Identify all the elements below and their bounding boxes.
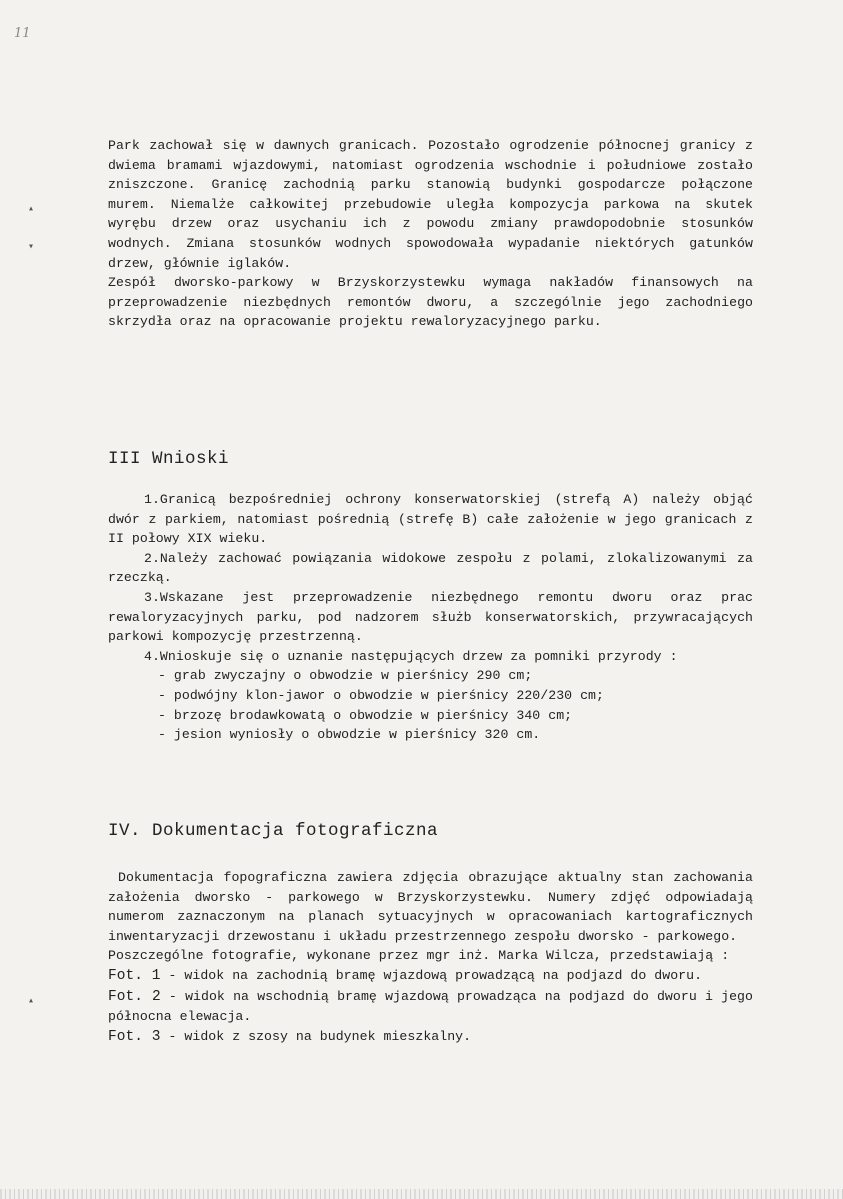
intro-paragraph-1: Park zachował się w dawnych granicach. Pozostało ogrodzenie północnej granicy z dwiema bramami wjazdowymi, natomiast ogrodzenia wschodnie i południowe zostało zniszczone. Granicę zachodnią parku stanowią budynki gospodarcze połączone murem. Niemalże całkowitej przebudowie uległa kompozycja parkowa na skutek wyrębu drzew oraz usychaniu ich z powodu zmiany prawdopodobnie stosunków wodnych. Zmiana stosunków wodnych spowodowała wypadanie niektórych gatunków drzew, głównie iglaków. <box>108 138 753 271</box>
photo-entry-3 <box>108 1027 753 1048</box>
intro-section <box>108 136 753 332</box>
scan-edge-noise <box>0 1189 843 1199</box>
tree-list-item: - brzozę brodawkowatą o obwodzie w pierśnicy 340 cm; <box>158 707 573 723</box>
photo-caption: - widok z szosy na budynek mieszkalny. <box>160 1028 472 1044</box>
section-4-body <box>108 868 753 1047</box>
margin-tick: ▴ <box>28 204 35 215</box>
conclusion-item-3: 3.Wskazane jest przeprowadzenie niezbędnego remontu dworu oraz prac rewaloryzacyjnych parku, pod nadzorem służb konserwatorskich, przywracających parkowi kompozycję przestrzenną. <box>108 589 753 645</box>
margin-tick: ▾ <box>28 242 35 253</box>
photo-doc-lead: Poszczególne fotografie, wykonane przez mgr inż. Marka Wilcza, przedstawiają : <box>108 948 730 964</box>
conclusion-item-2: 2.Należy zachować powiązania widokowe zespołu z polami, zlokalizowanymi za rzeczką. <box>108 550 753 586</box>
photo-entry-2 <box>108 987 753 1027</box>
margin-tick: ▴ <box>28 996 35 1007</box>
tree-list-item: - jesion wyniosły o obwodzie w pierśnicy 320 cm. <box>158 727 541 743</box>
conclusion-item-4: 4.Wnioskuje się o uznanie następujących drzew za pomniki przyrody : <box>144 648 678 664</box>
photo-doc-intro: Dokumentacja fopograficzna zawiera zdjęcia obrazujące aktualny stan zachowania założenia dworsko - parkowego w Brzyskorzystewku. Numery zdjęć odpowiadają numerom zaznaczonym na planach sytuacyjnych w opracowaniach kartograficznych inwentaryzacji drzewostanu i układu przestrzennego zespołu dworsko - parkowego. <box>108 870 753 944</box>
section-3-heading: III Wnioski <box>108 449 230 469</box>
tree-list-item: - podwójny klon-jawor o obwodzie w pierśnicy 220/230 cm; <box>158 687 604 703</box>
conclusion-item-1: 1.Granicą bezpośredniej ochrony konserwatorskiej (strefą A) należy objąć dwór z parkiem, natomiast pośrednią (strefę B) całe założenie w jego granicach z II połowy XIX wieku. <box>108 492 753 547</box>
photo-label: Fot. 1 <box>108 967 161 984</box>
photo-label: Fot. 2 <box>108 988 161 1005</box>
photo-label: Fot. 3 <box>108 1028 161 1045</box>
page-corner-mark: 11 <box>14 26 31 41</box>
photo-entry-1 <box>108 966 753 987</box>
photo-caption: - widok na wschodnią bramę wjazdową prowadząca na podjazd do dworu i jego północna elewacja. <box>108 988 753 1025</box>
tree-list <box>108 666 753 744</box>
intro-paragraph-2: Zespół dworsko-parkowy w Brzyskorzystewku wymaga nakładów finansowych na przeprowadzenie niezbędnych remontów dworu, a szczególnie jego zachodniego skrzydła oraz na opracowanie projektu rewaloryzacyjnego parku. <box>108 275 753 330</box>
photo-caption: - widok na zachodnią bramę wjazdową prowadzącą na podjazd do dworu. <box>160 967 703 983</box>
tree-list-item: - grab zwyczajny o obwodzie w pierśnicy 290 cm; <box>158 668 533 684</box>
section-4-heading: IV. Dokumentacja fotograficzna <box>108 821 439 841</box>
section-3-body <box>108 490 753 745</box>
